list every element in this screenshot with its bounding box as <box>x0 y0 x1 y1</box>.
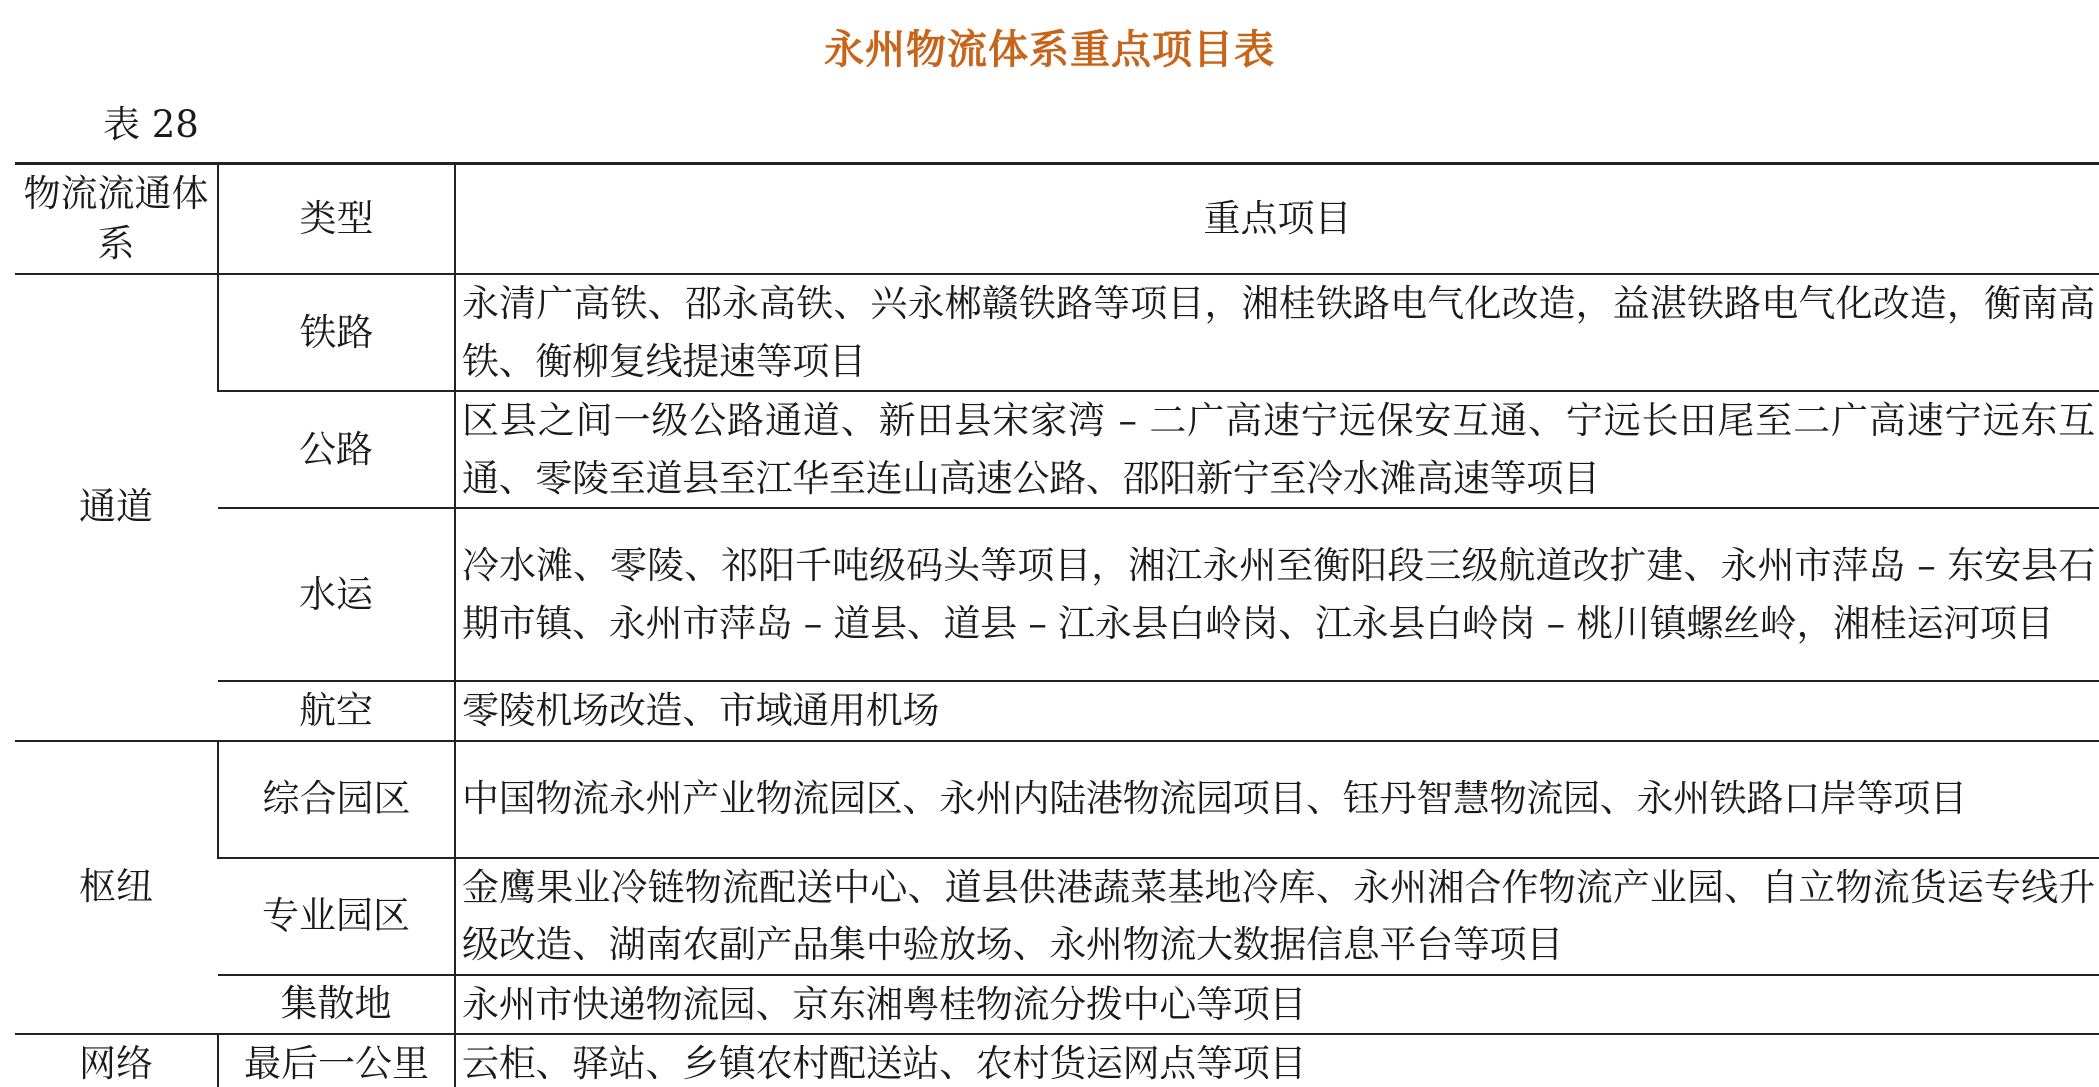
header-system: 物流流通体系 <box>15 164 218 275</box>
header-projects: 重点项目 <box>455 164 2099 275</box>
row-projects: 中国物流永州产业物流园区、永州内陆港物流园项目、钰丹智慧物流园、永州铁路口岸等项目 <box>455 741 2099 858</box>
table-row <box>15 741 2099 858</box>
table-row <box>15 508 2099 681</box>
row-projects: 区县之间一级公路通道、新田县宋家湾 – 二广高速宁远保安互通、宁远长田尾至二广高速宁远东互通、零陵至道县至江华至连山高速公路、邵阳新宁至冷水滩高速等项目 <box>455 391 2099 508</box>
row-projects: 金鹰果业冷链物流配送中心、道县供港蔬菜基地冷库、永州湘合作物流产业园、自立物流货运专线升级改造、湖南农副产品集中验放场、永州物流大数据信息平台等项目 <box>455 858 2099 975</box>
row-type: 集散地 <box>218 975 455 1035</box>
table-row <box>15 274 2099 391</box>
row-projects: 零陵机场改造、市域通用机场 <box>455 681 2099 741</box>
row-projects: 冷水滩、零陵、祁阳千吨级码头等项目，湘江永州至衡阳段三级航道改扩建、永州市萍岛 – 东安县石期市镇、永州市萍岛 – 道县、道县 – 江永县白岭岗、江永县白岭岗 – 桃川镇螺丝岭，湘桂运河项目 <box>455 508 2099 681</box>
group-network: 网络 <box>15 1034 218 1087</box>
table-row <box>15 681 2099 741</box>
row-type: 水运 <box>218 508 455 681</box>
group-hub: 枢纽 <box>15 741 218 1035</box>
header-type: 类型 <box>218 164 455 275</box>
row-type: 铁路 <box>218 274 455 391</box>
table-number-label: 表 28 <box>103 103 199 146</box>
table-header-row <box>15 164 2099 275</box>
table-row <box>15 391 2099 508</box>
page-title: 永州物流体系重点项目表 <box>824 27 1275 73</box>
logistics-projects-table <box>15 162 2099 1087</box>
row-type: 航空 <box>218 681 455 741</box>
row-type: 公路 <box>218 391 455 508</box>
row-projects: 永清广高铁、邵永高铁、兴永郴赣铁路等项目，湘桂铁路电气化改造，益湛铁路电气化改造，衡南高铁、衡柳复线提速等项目 <box>455 274 2099 391</box>
row-projects: 永州市快递物流园、京东湘粤桂物流分拨中心等项目 <box>455 975 2099 1035</box>
row-type: 综合园区 <box>218 741 455 858</box>
row-projects: 云柜、驿站、乡镇农村配送站、农村货运网点等项目 <box>455 1034 2099 1087</box>
table-row <box>15 858 2099 975</box>
group-channel: 通道 <box>15 274 218 741</box>
table-row <box>15 975 2099 1035</box>
row-type: 最后一公里 <box>218 1034 455 1087</box>
table-row <box>15 1034 2099 1087</box>
row-type: 专业园区 <box>218 858 455 975</box>
